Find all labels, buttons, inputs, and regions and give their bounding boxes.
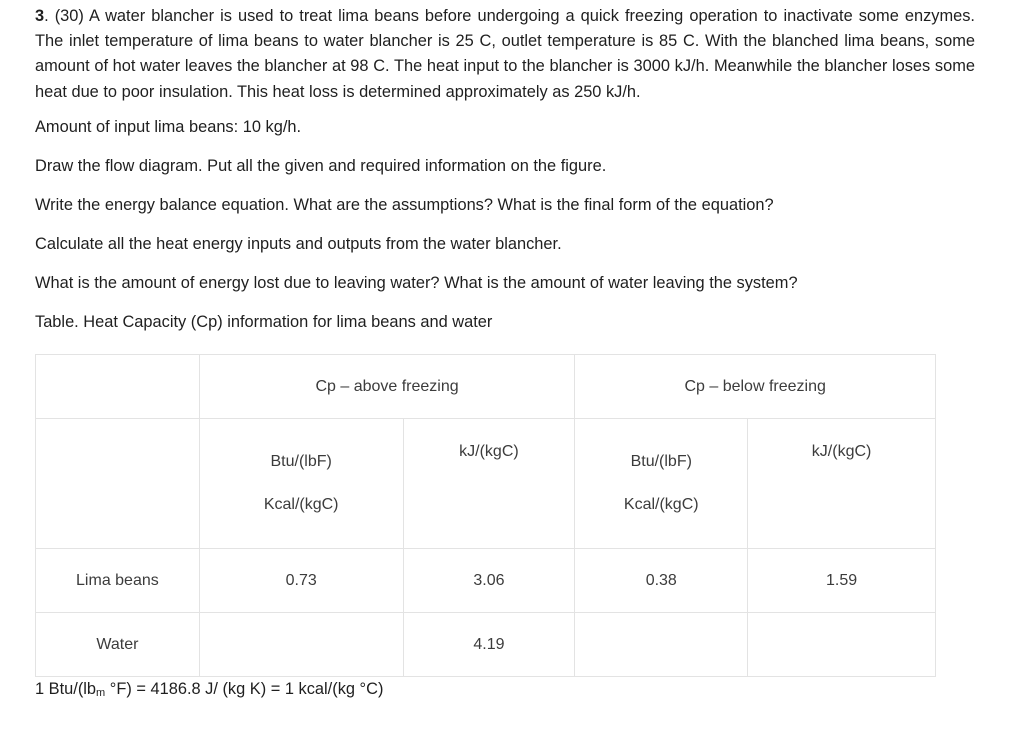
table-caption: Table. Heat Capacity (Cp) information for lima beans and water — [35, 312, 493, 331]
problem-number: 3 — [35, 7, 45, 25]
question-2: Write the energy balance equation. What are the assumptions? What is the final form of the equation? — [35, 195, 774, 214]
unit-above-kj-label: kJ/(kgC) — [459, 443, 519, 460]
lima-below-kj: 1.59 — [748, 549, 936, 613]
question-1: Draw the flow diagram. Put all the given and required information on the figure. — [35, 156, 607, 175]
problem-intro-text: . (30) A water blancher is used to treat lima beans before undergoing a quick freezing operation to inactivate some enzymes. The inlet temperature of lima beans to water blancher is 25 C, outlet temperature is 85 C. With the blanched lima beans, some amount of hot water leaves the blancher at 98 C. The heat input to the blancher is 3000 kJ/h. Meanwhile the blancher loses some heat due to poor insulation. This heat loss is determined approximately as 250 kJ/h. — [35, 7, 975, 101]
water-above-btu — [199, 613, 403, 677]
lima-above-kj: 3.06 — [403, 549, 575, 613]
row-label-lima-beans: Lima beans — [36, 549, 200, 613]
problem-text — [35, 4, 975, 350]
problem-intro — [35, 4, 975, 105]
heat-capacity-table — [35, 354, 936, 677]
unit-above-kcal: Kcal/(kgC) — [263, 496, 339, 513]
table-cell-empty — [36, 355, 200, 419]
units-above-btu-kcal — [199, 419, 403, 549]
question-3: Calculate all the heat energy inputs and outputs from the water blancher. — [35, 234, 562, 253]
header-below-freezing: Cp – below freezing — [575, 355, 936, 419]
lima-below-btu: 0.38 — [575, 549, 748, 613]
unit-above-kj — [403, 419, 575, 549]
water-below-btu — [575, 613, 748, 677]
question-4: What is the amount of energy lost due to leaving water? What is the amount of water leaving the system? — [35, 273, 798, 292]
table-header-row — [36, 355, 936, 419]
table-row — [36, 613, 936, 677]
conversion-subscript: m — [96, 687, 106, 699]
conversion-part2: °F) = 4186.8 J/ (kg K) = 1 kcal/(kg °C) — [105, 680, 384, 698]
header-above-freezing: Cp – above freezing — [199, 355, 575, 419]
unit-below-kcal: Kcal/(kgC) — [623, 496, 699, 513]
unit-below-btu: Btu/(lbF) — [630, 453, 692, 470]
lima-above-btu: 0.73 — [199, 549, 403, 613]
water-below-kj — [748, 613, 936, 677]
units-below-btu-kcal — [575, 419, 748, 549]
table-units-row — [36, 419, 936, 549]
table-cell-empty — [36, 419, 200, 549]
table-row — [36, 549, 936, 613]
unit-conversion-note — [35, 678, 383, 704]
unit-above-btu: Btu/(lbF) — [270, 453, 332, 470]
input-amount: Amount of input lima beans: 10 kg/h. — [35, 117, 302, 136]
water-above-kj: 4.19 — [403, 613, 575, 677]
unit-below-kj — [748, 419, 936, 549]
row-label-water: Water — [36, 613, 200, 677]
unit-below-kj-label: kJ/(kgC) — [811, 443, 872, 460]
conversion-part1: 1 Btu/(lb — [35, 680, 97, 698]
